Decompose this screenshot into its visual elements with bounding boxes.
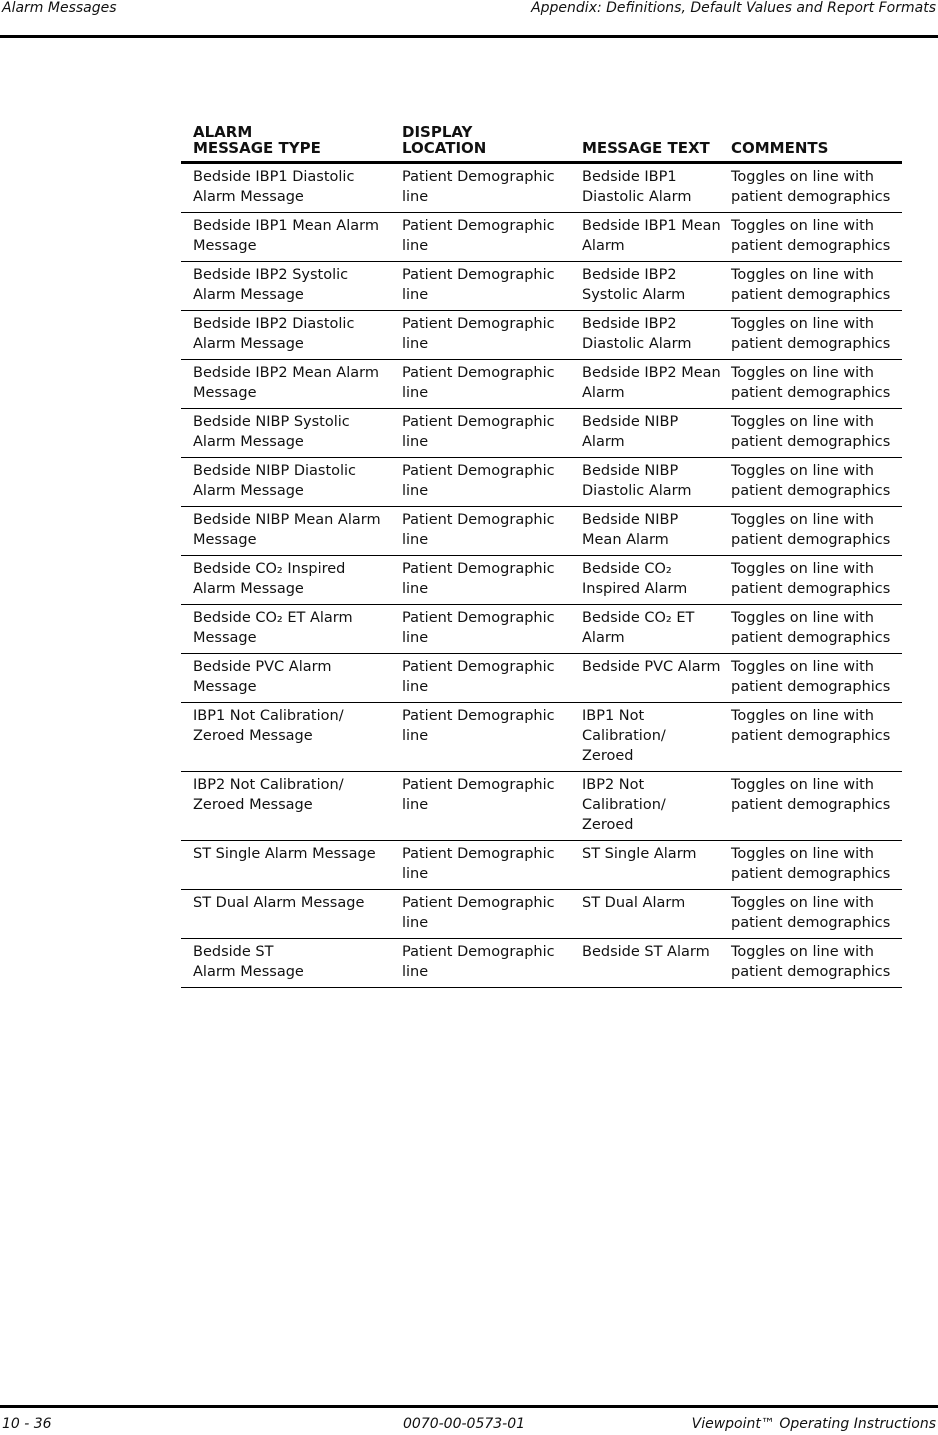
cell-comments xyxy=(720,213,902,262)
cell-comments xyxy=(720,458,902,507)
cell-line: patient demographics xyxy=(731,964,891,980)
table-row xyxy=(181,556,902,605)
document-number: 0070-00-0573-01 xyxy=(403,1416,526,1432)
table-row xyxy=(181,939,902,988)
cell-line: patient demographics xyxy=(731,336,891,352)
table-body xyxy=(181,163,902,988)
cell-line: IBP1 Not Calibration/ xyxy=(193,708,344,724)
cell-comments xyxy=(720,360,902,409)
table-header xyxy=(181,124,902,163)
cell-line: Bedside IBP2 Mean Alarm xyxy=(193,365,379,381)
cell-line: Bedside IBP1 Diastolic xyxy=(193,169,355,185)
cell-line: Bedside ST Alarm xyxy=(582,944,710,960)
cell-line: line xyxy=(402,483,429,499)
cell-line: Patient Demographic xyxy=(402,463,555,479)
cell-line: line xyxy=(402,434,429,450)
cell-comments xyxy=(720,605,902,654)
cell-message-text xyxy=(561,163,720,213)
cell-line: patient demographics xyxy=(731,797,891,813)
cell-line: patient demographics xyxy=(731,189,891,205)
table-row xyxy=(181,841,902,890)
cell-line: Message xyxy=(193,532,257,548)
cell-line: Patient Demographic xyxy=(402,895,555,911)
cell-line: Toggles on line with xyxy=(731,365,874,381)
cell-line: patient demographics xyxy=(731,915,891,931)
cell-alarm-message-type xyxy=(181,262,390,311)
cell-line: Toggles on line with xyxy=(731,414,874,430)
cell-comments xyxy=(720,507,902,556)
cell-line: patient demographics xyxy=(731,728,891,744)
cell-line: ST Dual Alarm Message xyxy=(193,895,365,911)
cell-line: Alarm Message xyxy=(193,964,304,980)
cell-line: Alarm Message xyxy=(193,434,304,450)
cell-message-text xyxy=(561,772,720,841)
cell-alarm-message-type xyxy=(181,556,390,605)
cell-line: Patient Demographic xyxy=(402,316,555,332)
cell-line: line xyxy=(402,287,429,303)
cell-display-location xyxy=(390,939,561,988)
cell-comments xyxy=(720,409,902,458)
cell-line: Zeroed Message xyxy=(193,797,313,813)
cell-message-text xyxy=(561,213,720,262)
cell-display-location xyxy=(390,507,561,556)
header-line: ALARM xyxy=(193,123,253,141)
cell-message-text xyxy=(561,890,720,939)
cell-comments xyxy=(720,841,902,890)
cell-line: Bedside IBP1 Mean xyxy=(582,218,721,234)
cell-line: line xyxy=(402,336,429,352)
cell-display-location xyxy=(390,556,561,605)
header-line: MESSAGE TEXT xyxy=(582,139,710,157)
cell-line: Bedside NIBP xyxy=(582,512,679,528)
cell-line: Bedside IBP1 Mean Alarm xyxy=(193,218,379,234)
cell-comments xyxy=(720,556,902,605)
cell-display-location xyxy=(390,409,561,458)
table-header-row xyxy=(181,124,902,163)
cell-line: Bedside IBP2 Diastolic xyxy=(193,316,355,332)
cell-alarm-message-type xyxy=(181,654,390,703)
cell-line: Toggles on line with xyxy=(731,463,874,479)
alarm-messages-table xyxy=(181,124,902,988)
cell-line: Patient Demographic xyxy=(402,512,555,528)
cell-message-text xyxy=(561,841,720,890)
cell-line: Bedside NIBP xyxy=(582,414,679,430)
cell-line: line xyxy=(402,581,429,597)
cell-line: patient demographics xyxy=(731,238,891,254)
cell-line: Mean Alarm xyxy=(582,532,669,548)
cell-alarm-message-type xyxy=(181,458,390,507)
header-line: DISPLAY xyxy=(402,123,473,141)
cell-line: Bedside ST xyxy=(193,944,274,960)
cell-message-text xyxy=(561,703,720,772)
cell-line: Toggles on line with xyxy=(731,316,874,332)
cell-line: Toggles on line with xyxy=(731,610,874,626)
header-line: LOCATION xyxy=(402,139,487,157)
header-line: MESSAGE TYPE xyxy=(193,139,321,157)
table-row xyxy=(181,654,902,703)
cell-line: ST Single Alarm xyxy=(582,846,697,862)
header-alarm-message-type xyxy=(181,124,390,163)
cell-display-location xyxy=(390,458,561,507)
cell-display-location xyxy=(390,890,561,939)
cell-line: Message xyxy=(193,238,257,254)
cell-display-location xyxy=(390,262,561,311)
cell-line: IBP2 Not Calibration/ xyxy=(193,777,344,793)
cell-message-text xyxy=(561,262,720,311)
header-display-location xyxy=(390,124,561,163)
cell-line: Zeroed xyxy=(582,748,634,764)
cell-line: Toggles on line with xyxy=(731,777,874,793)
cell-line: patient demographics xyxy=(731,385,891,401)
cell-line: patient demographics xyxy=(731,532,891,548)
header-line: COMMENTS xyxy=(731,139,829,157)
cell-line: Patient Demographic xyxy=(402,218,555,234)
cell-line: line xyxy=(402,679,429,695)
cell-message-text xyxy=(561,409,720,458)
cell-line: line xyxy=(402,238,429,254)
cell-line: Alarm Message xyxy=(193,189,304,205)
cell-comments xyxy=(720,772,902,841)
cell-alarm-message-type xyxy=(181,311,390,360)
cell-line: Bedside CO₂ Inspired xyxy=(193,561,346,577)
table-row xyxy=(181,703,902,772)
cell-line: Toggles on line with xyxy=(731,561,874,577)
cell-line: Alarm Message xyxy=(193,336,304,352)
cell-line: Alarm Message xyxy=(193,581,304,597)
cell-line: Zeroed xyxy=(582,817,634,833)
cell-message-text xyxy=(561,654,720,703)
cell-line: line xyxy=(402,532,429,548)
header-comments xyxy=(720,124,902,163)
table-row xyxy=(181,772,902,841)
cell-line: patient demographics xyxy=(731,287,891,303)
cell-comments xyxy=(720,262,902,311)
cell-line: line xyxy=(402,797,429,813)
cell-line: Toggles on line with xyxy=(731,267,874,283)
cell-line: line xyxy=(402,385,429,401)
cell-line: Patient Demographic xyxy=(402,708,555,724)
cell-line: IBP1 Not xyxy=(582,708,645,724)
cell-comments xyxy=(720,311,902,360)
cell-line: patient demographics xyxy=(731,630,891,646)
cell-line: Alarm Message xyxy=(193,287,304,303)
cell-line: line xyxy=(402,189,429,205)
cell-alarm-message-type xyxy=(181,605,390,654)
cell-message-text xyxy=(561,939,720,988)
header-section-title: Alarm Messages xyxy=(2,0,117,16)
cell-line: Bedside IBP2 Systolic xyxy=(193,267,349,283)
cell-line: line xyxy=(402,964,429,980)
cell-line: patient demographics xyxy=(731,866,891,882)
table-row xyxy=(181,890,902,939)
cell-message-text xyxy=(561,507,720,556)
cell-alarm-message-type xyxy=(181,213,390,262)
cell-alarm-message-type xyxy=(181,939,390,988)
cell-line: Toggles on line with xyxy=(731,218,874,234)
table-row xyxy=(181,360,902,409)
table-row xyxy=(181,507,902,556)
cell-display-location xyxy=(390,213,561,262)
cell-line: patient demographics xyxy=(731,483,891,499)
cell-line: patient demographics xyxy=(731,434,891,450)
cell-display-location xyxy=(390,654,561,703)
cell-line: line xyxy=(402,915,429,931)
cell-line: Systolic Alarm xyxy=(582,287,686,303)
table-row xyxy=(181,262,902,311)
table-row xyxy=(181,311,902,360)
table-row xyxy=(181,605,902,654)
page-header xyxy=(0,0,938,38)
cell-line: Bedside NIBP xyxy=(582,463,679,479)
page-number: 10 - 36 xyxy=(2,1416,52,1432)
cell-message-text xyxy=(561,556,720,605)
cell-display-location xyxy=(390,163,561,213)
page-footer xyxy=(0,1405,938,1435)
cell-line: Patient Demographic xyxy=(402,267,555,283)
cell-line: Diastolic Alarm xyxy=(582,336,692,352)
cell-line: Alarm xyxy=(582,630,625,646)
cell-line: Patient Demographic xyxy=(402,169,555,185)
cell-comments xyxy=(720,654,902,703)
cell-display-location xyxy=(390,311,561,360)
cell-line: Message xyxy=(193,630,257,646)
cell-line: patient demographics xyxy=(731,679,891,695)
table-row xyxy=(181,409,902,458)
document-title: Viewpoint™ Operating Instructions xyxy=(691,1416,936,1432)
cell-line: ST Dual Alarm xyxy=(582,895,686,911)
cell-comments xyxy=(720,163,902,213)
cell-line: Alarm xyxy=(582,385,625,401)
cell-display-location xyxy=(390,360,561,409)
cell-line: Toggles on line with xyxy=(731,659,874,675)
cell-line: Diastolic Alarm xyxy=(582,189,692,205)
cell-alarm-message-type xyxy=(181,360,390,409)
table-row xyxy=(181,163,902,213)
table-row xyxy=(181,213,902,262)
cell-line: Bedside PVC Alarm xyxy=(193,659,332,675)
cell-line: Alarm xyxy=(582,434,625,450)
cell-line: Bedside CO₂ ET xyxy=(582,610,695,626)
cell-line: line xyxy=(402,866,429,882)
cell-message-text xyxy=(561,458,720,507)
cell-line: Bedside PVC Alarm xyxy=(582,659,721,675)
cell-line: Bedside IBP2 xyxy=(582,316,677,332)
cell-line: Bedside CO₂ ET Alarm xyxy=(193,610,353,626)
cell-line: line xyxy=(402,630,429,646)
cell-line: Patient Demographic xyxy=(402,414,555,430)
table-row xyxy=(181,458,902,507)
cell-comments xyxy=(720,703,902,772)
cell-line: Patient Demographic xyxy=(402,944,555,960)
cell-alarm-message-type xyxy=(181,703,390,772)
cell-line: Toggles on line with xyxy=(731,708,874,724)
cell-line: IBP2 Not xyxy=(582,777,645,793)
cell-line: Toggles on line with xyxy=(731,944,874,960)
cell-alarm-message-type xyxy=(181,890,390,939)
cell-line: Bedside IBP2 xyxy=(582,267,677,283)
cell-display-location xyxy=(390,703,561,772)
cell-display-location xyxy=(390,772,561,841)
cell-alarm-message-type xyxy=(181,772,390,841)
cell-message-text xyxy=(561,360,720,409)
cell-line: patient demographics xyxy=(731,581,891,597)
cell-message-text xyxy=(561,605,720,654)
cell-comments xyxy=(720,939,902,988)
cell-alarm-message-type xyxy=(181,409,390,458)
cell-alarm-message-type xyxy=(181,841,390,890)
cell-message-text xyxy=(561,311,720,360)
cell-line: Bedside NIBP Mean Alarm xyxy=(193,512,381,528)
cell-line: Patient Demographic xyxy=(402,365,555,381)
cell-line: Patient Demographic xyxy=(402,561,555,577)
cell-line: Alarm xyxy=(582,238,625,254)
cell-line: Alarm Message xyxy=(193,483,304,499)
cell-line: Bedside IBP2 Mean xyxy=(582,365,721,381)
cell-comments xyxy=(720,890,902,939)
cell-line: Bedside IBP1 xyxy=(582,169,677,185)
cell-line: Toggles on line with xyxy=(731,895,874,911)
cell-alarm-message-type xyxy=(181,163,390,213)
cell-line: Toggles on line with xyxy=(731,846,874,862)
cell-line: Bedside NIBP Systolic xyxy=(193,414,350,430)
cell-display-location xyxy=(390,841,561,890)
cell-line: Message xyxy=(193,385,257,401)
cell-line: Message xyxy=(193,679,257,695)
cell-line: Bedside CO₂ xyxy=(582,561,672,577)
cell-line: Inspired Alarm xyxy=(582,581,688,597)
header-chapter-title: Appendix: Definitions, Default Values and Report Formats xyxy=(531,0,936,16)
header-message-text xyxy=(561,124,720,163)
cell-line: Calibration/ xyxy=(582,728,666,744)
cell-line: Patient Demographic xyxy=(402,610,555,626)
cell-line: Toggles on line with xyxy=(731,512,874,528)
cell-line: line xyxy=(402,728,429,744)
cell-line: Patient Demographic xyxy=(402,659,555,675)
cell-line: Calibration/ xyxy=(582,797,666,813)
cell-line: Bedside NIBP Diastolic xyxy=(193,463,357,479)
cell-line: Toggles on line with xyxy=(731,169,874,185)
cell-line: ST Single Alarm Message xyxy=(193,846,376,862)
cell-line: Zeroed Message xyxy=(193,728,313,744)
cell-display-location xyxy=(390,605,561,654)
cell-line: Patient Demographic xyxy=(402,777,555,793)
cell-alarm-message-type xyxy=(181,507,390,556)
cell-line: Patient Demographic xyxy=(402,846,555,862)
cell-line: Diastolic Alarm xyxy=(582,483,692,499)
